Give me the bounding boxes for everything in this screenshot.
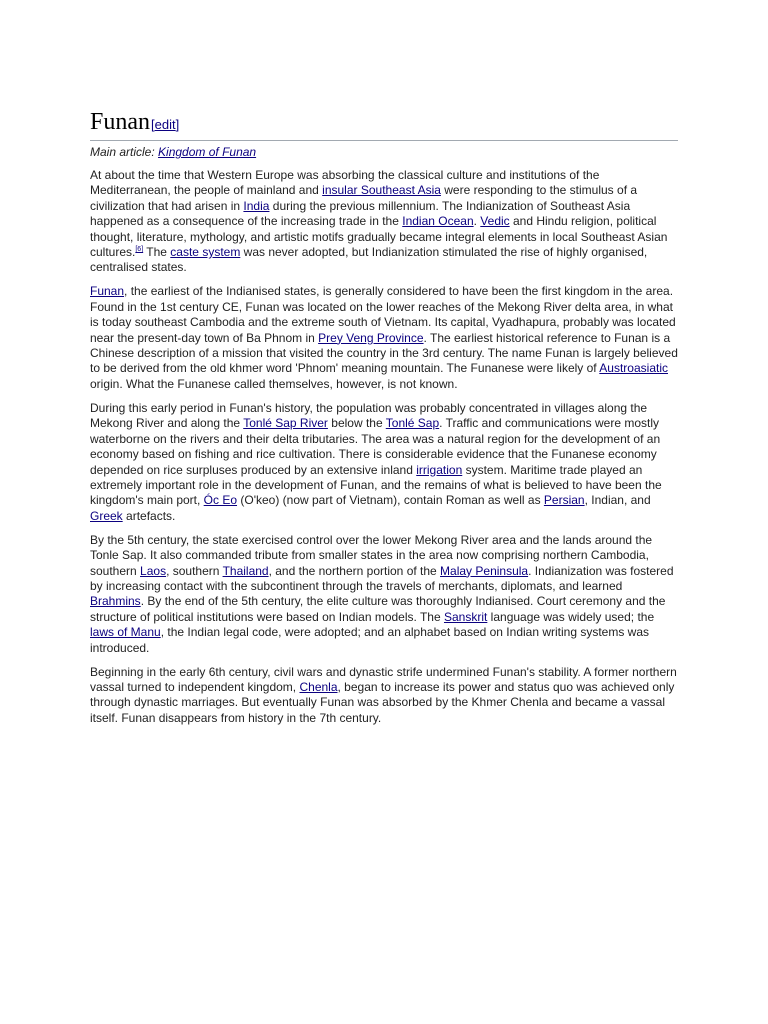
link-malay-peninsula[interactable]: Malay Peninsula	[440, 563, 529, 578]
link-prey-veng-province[interactable]: Prey Veng Province	[318, 330, 424, 345]
link-chenla[interactable]: Chenla	[299, 679, 338, 694]
link-sanskrit[interactable]: Sanskrit	[443, 609, 488, 624]
link-tonle-sap-river[interactable]: Tonlé Sap River	[243, 416, 328, 431]
link-oc-eo[interactable]: Óc Eo	[203, 493, 238, 508]
paragraph-1: At about the time that Western Europe was absorbing the classical culture and institutions of the Mediterranean, the people of mainland and insular Southeast Asia were responding to the stimulus of a civilization that had arisen in India during the previous millennium. The Indianization of Southeast Asia happened as a consequence of the increasing trade in the Indian Ocean. Vedic and Hindu religion, political thought, literature, mythology, and artistic motifs gradually became integral elements in local Southeast Asian cultures.[6] The caste system was never adopted, but Indianization stimulated the rise of highly organised, centralised states.	[90, 168, 668, 275]
link-austroasiatic[interactable]: Austroasiatic	[599, 361, 668, 376]
main-article-hatnote: Main article: Kingdom of Funan	[90, 145, 257, 159]
section-heading	[90, 108, 678, 141]
link-laws-of-manu[interactable]: laws of Manu	[90, 625, 161, 640]
reference-link[interactable]: [6]	[135, 246, 144, 254]
link-india[interactable]: India	[243, 198, 270, 213]
link-funan[interactable]: Funan	[90, 284, 125, 299]
paragraph-3: During this early period in Funan's history, the population was probably concentrated in villages along the Mekong River and along the Tonlé Sap River below the Tonlé Sap. Traffic and communications were mostly waterborne on the rivers and their delta tributaries. The area was a natural region for the development of an economy based on fishing and rice cultivation. There is considerable evidence that the Funanese economy depended on rice surpluses produced by an extensive inland irrigation system. Maritime trade played an extremely important role in the development of Funan, and the remains of what is believed to have been the kingdom's main port, Óc Eo (O'keo) (now part of Vietnam), contain Roman as well as Persian, Indian, and Greek artefacts.	[90, 400, 662, 523]
link-persian[interactable]: Persian	[543, 493, 585, 508]
link-thailand[interactable]: Thailand	[222, 563, 269, 578]
link-irrigation[interactable]: irrigation	[416, 462, 463, 477]
edit-section-link[interactable]: edit	[154, 117, 176, 132]
link-greek[interactable]: Greek	[90, 508, 123, 523]
link-vedic[interactable]: Vedic	[480, 214, 510, 229]
edit-section-link-wrapper: [edit]	[151, 117, 180, 132]
link-indian-ocean[interactable]: Indian Ocean	[402, 214, 474, 229]
section-title: Funan	[90, 109, 150, 135]
paragraph-2: Funan, the earliest of the Indianised states, is generally considered to have been the first kingdom in the area. Found in the 1st century CE, Funan was located on the lower reaches of the Mekong River delta area, in what is today southeast Cambodia and the extreme south of Vietnam. Its capital, Vyadhapura, probably was located near the present-day town of Ba Phnom in Prey Veng Province. The earliest historical reference to Funan is a Chinese description of a mission that visited the country in the 3rd century. The name Funan is largely believed to be derived from the old khmer word 'Phnom' meaning mountain. The Funanese were likely of Austroasiatic origin. What the Funanese called themselves, however, is not known.	[90, 284, 678, 391]
paragraph-4: By the 5th century, the state exercised control over the lower Mekong River area and the lands around the Tonle Sap. It also commanded tribute from smaller states in the area now comprising northern Cambodia, southern Laos, southern Thailand, and the northern portion of the Malay Peninsula. Indianization was fostered by increasing contact with the subcontinent through the travels of merchants, diplomats, and learned Brahmins. By the end of the 5th century, the elite culture was thoroughly Indianised. Court ceremony and the structure of political institutions were based on Indian models. The Sanskrit language was widely used; the laws of Manu, the Indian legal code, were adopted; and an alphabet based on Indian writing systems was introduced.	[90, 532, 674, 655]
link-caste-system[interactable]: caste system	[170, 245, 241, 260]
paragraph-5: Beginning in the early 6th century, civil wars and dynastic strife undermined Funan's stability. A former northern vassal turned to independent kingdom, Chenla, began to increase its power and status quo was achieved only through dynastic marriages. But eventually Funan was absorbed by the Khmer Chenla and became a vassal itself. Funan disappears from history in the 7th century.	[90, 664, 677, 725]
main-article-link[interactable]: Kingdom of Funan	[158, 145, 257, 159]
article-section	[90, 108, 678, 735]
link-laos[interactable]: Laos	[140, 563, 167, 578]
link-brahmins[interactable]: Brahmins	[90, 594, 141, 609]
link-insular-southeast-asia[interactable]: insular Southeast Asia	[322, 183, 441, 198]
link-tonle-sap[interactable]: Tonlé Sap	[385, 416, 440, 431]
